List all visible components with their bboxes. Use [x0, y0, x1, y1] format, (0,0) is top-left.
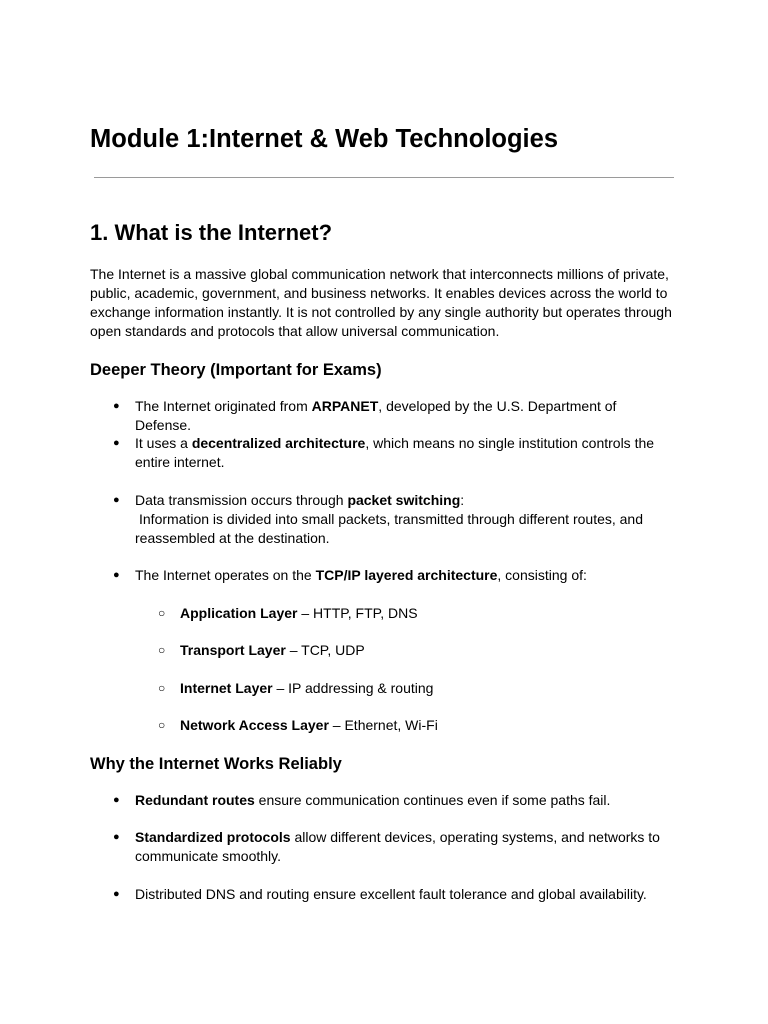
sub-list-item-text: Internet Layer – IP addressing & routing: [180, 680, 434, 696]
list-item-text: Standardized protocols allow different devices, operating systems, and networks to communicate smoothly.: [135, 829, 660, 864]
list-item-text: It uses a decentralized architecture, which means no single institution controls the entire internet.: [135, 435, 655, 470]
circle-bullet-icon: ○: [158, 681, 166, 695]
reliability-heading: Why the Internet Works Reliably: [90, 755, 342, 773]
page-title: Module 1:Internet & Web Technologies: [90, 125, 559, 153]
list-item-text: Redundant routes ensure communication continues even if some paths fail.: [135, 792, 611, 808]
bullet-icon: ●: [113, 569, 120, 581]
circle-bullet-icon: ○: [158, 643, 166, 657]
sub-list-item-text: Application Layer – HTTP, FTP, DNS: [180, 605, 418, 621]
intro-paragraph: The Internet is a massive global communication network that interconnects millions of private, public, academic, government, and business networks. It enables devices across the world to exchange information instantly. It is not controlled by any single authority but operates through open standards and protocols that allow universal communication.: [90, 266, 672, 339]
section-heading: 1. What is the Internet?: [90, 220, 333, 245]
bullet-icon: ●: [113, 888, 120, 900]
bullet-icon: ●: [113, 400, 120, 412]
list-item-text: The Internet operates on the TCP/IP layered architecture, consisting of:: [135, 567, 587, 583]
bullet-icon: ●: [113, 831, 120, 843]
circle-bullet-icon: ○: [158, 718, 166, 732]
bullet-icon: ●: [113, 437, 120, 449]
bullet-icon: ●: [113, 794, 120, 806]
list-item-text: The Internet originated from ARPANET, developed by the U.S. Department of Defense.: [135, 398, 617, 433]
list-item-text: Data transmission occurs through packet switching: Information is divided into small packets, transmitted through different routes, and reassembled at the destination.: [135, 492, 644, 546]
circle-bullet-icon: ○: [158, 606, 166, 620]
horizontal-divider: [94, 177, 674, 178]
deeper-theory-heading: Deeper Theory (Important for Exams): [90, 361, 382, 379]
sub-list-item-text: Network Access Layer – Ethernet, Wi-Fi: [180, 717, 438, 733]
bullet-icon: ●: [113, 494, 120, 506]
list-item-text: Distributed DNS and routing ensure excellent fault tolerance and global availability.: [135, 886, 647, 902]
sub-list-item-text: Transport Layer – TCP, UDP: [180, 642, 365, 658]
